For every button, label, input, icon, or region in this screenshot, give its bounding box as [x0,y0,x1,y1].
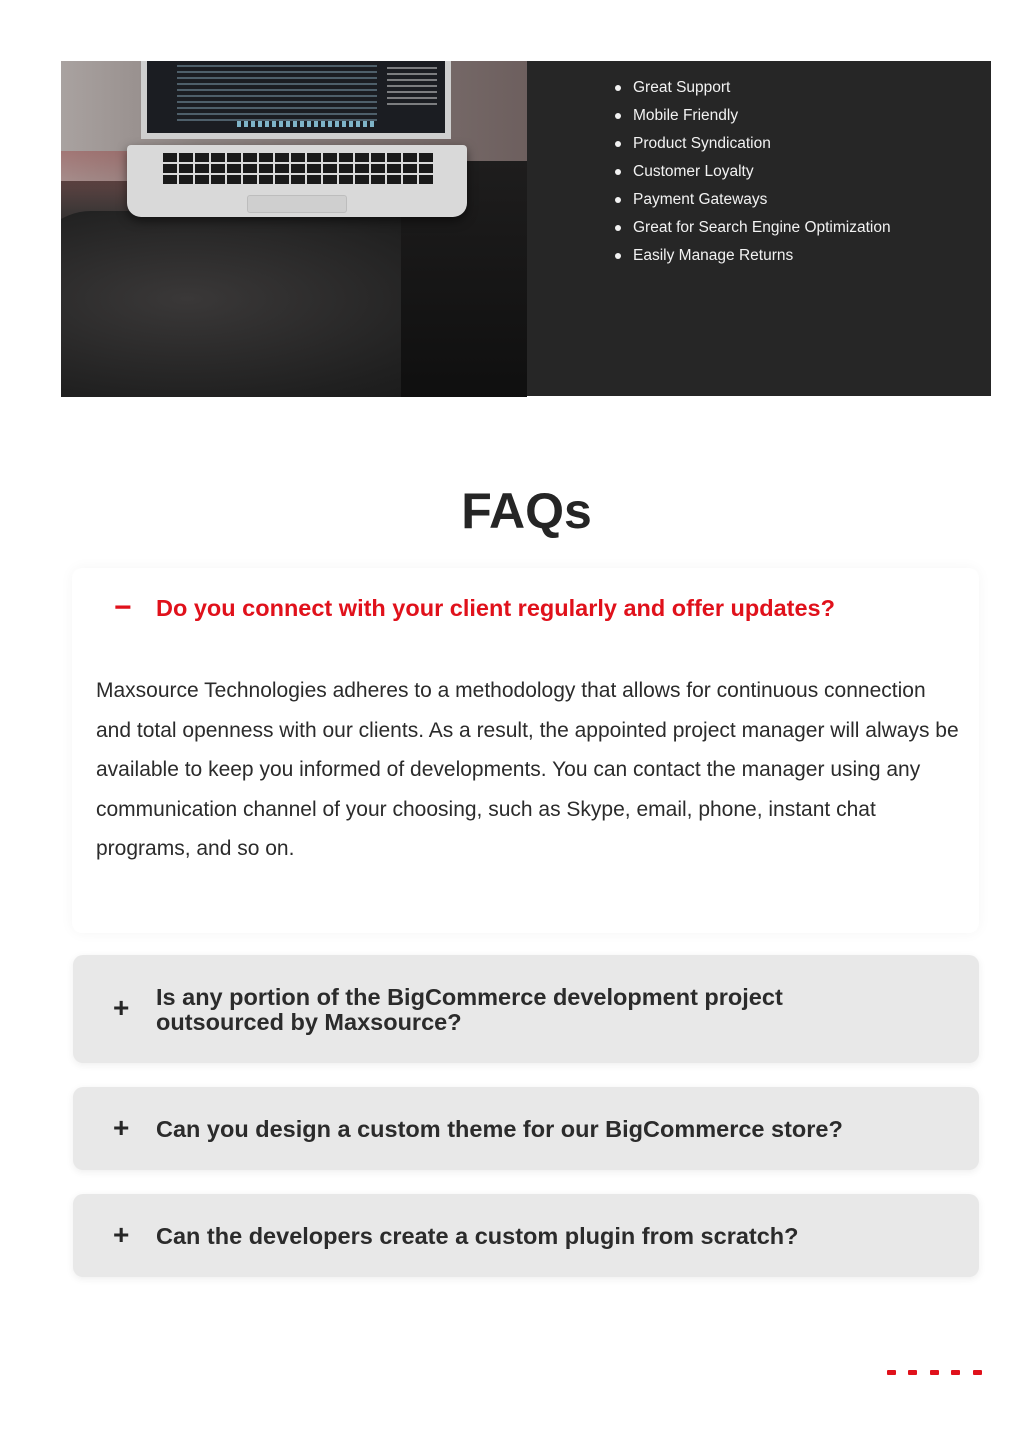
faq-item-collapsed[interactable] [73,1087,979,1170]
expand-icon[interactable]: + [113,992,130,1023]
feature-item: Payment Gateways [615,190,891,218]
collapse-icon[interactable]: − [114,591,132,624]
feature-item: Product Syndication [615,134,891,162]
faq-question[interactable]: Can the developers create a custom plugin from scratch? [156,1223,799,1249]
faq-item-collapsed[interactable] [73,955,979,1063]
laptop-screen-image [141,61,451,139]
laptop-photo [61,61,527,397]
faq-item-expanded [72,568,979,933]
faq-answer: Maxsource Technologies adheres to a methodology that allows for continuous connection and total openness with our clients. As a result, the appointed project manager will always be available to keep you informed of developments. You can contact the manager using any communication channel of your choosing, such as Skype, email, phone, instant chat programs, and so on. [96,679,959,861]
feature-list [615,78,891,274]
feature-item: Great Support [615,78,891,106]
feature-item: Mobile Friendly [615,106,891,134]
feature-item: Easily Manage Returns [615,246,891,274]
expand-icon[interactable]: + [113,1219,130,1250]
faq-question[interactable]: Can you design a custom theme for our BigCommerce store? [156,1116,843,1142]
faq-question[interactable]: Do you connect with your client regularly and offer updates? [156,595,835,621]
expand-icon[interactable]: + [113,1112,130,1143]
faq-title: FAQs [461,483,592,539]
hero-section [61,61,991,397]
feature-item: Great for Search Engine Optimization [615,218,891,246]
feature-item: Customer Loyalty [615,162,891,190]
features-panel [527,61,991,396]
decorative-dots [887,1370,982,1376]
laptop-keyboard-image [127,145,467,217]
faq-item-collapsed[interactable] [73,1194,979,1277]
faq-question[interactable]: Is any portion of the BigCommerce development project outsourced by Maxsource? [156,984,783,1035]
